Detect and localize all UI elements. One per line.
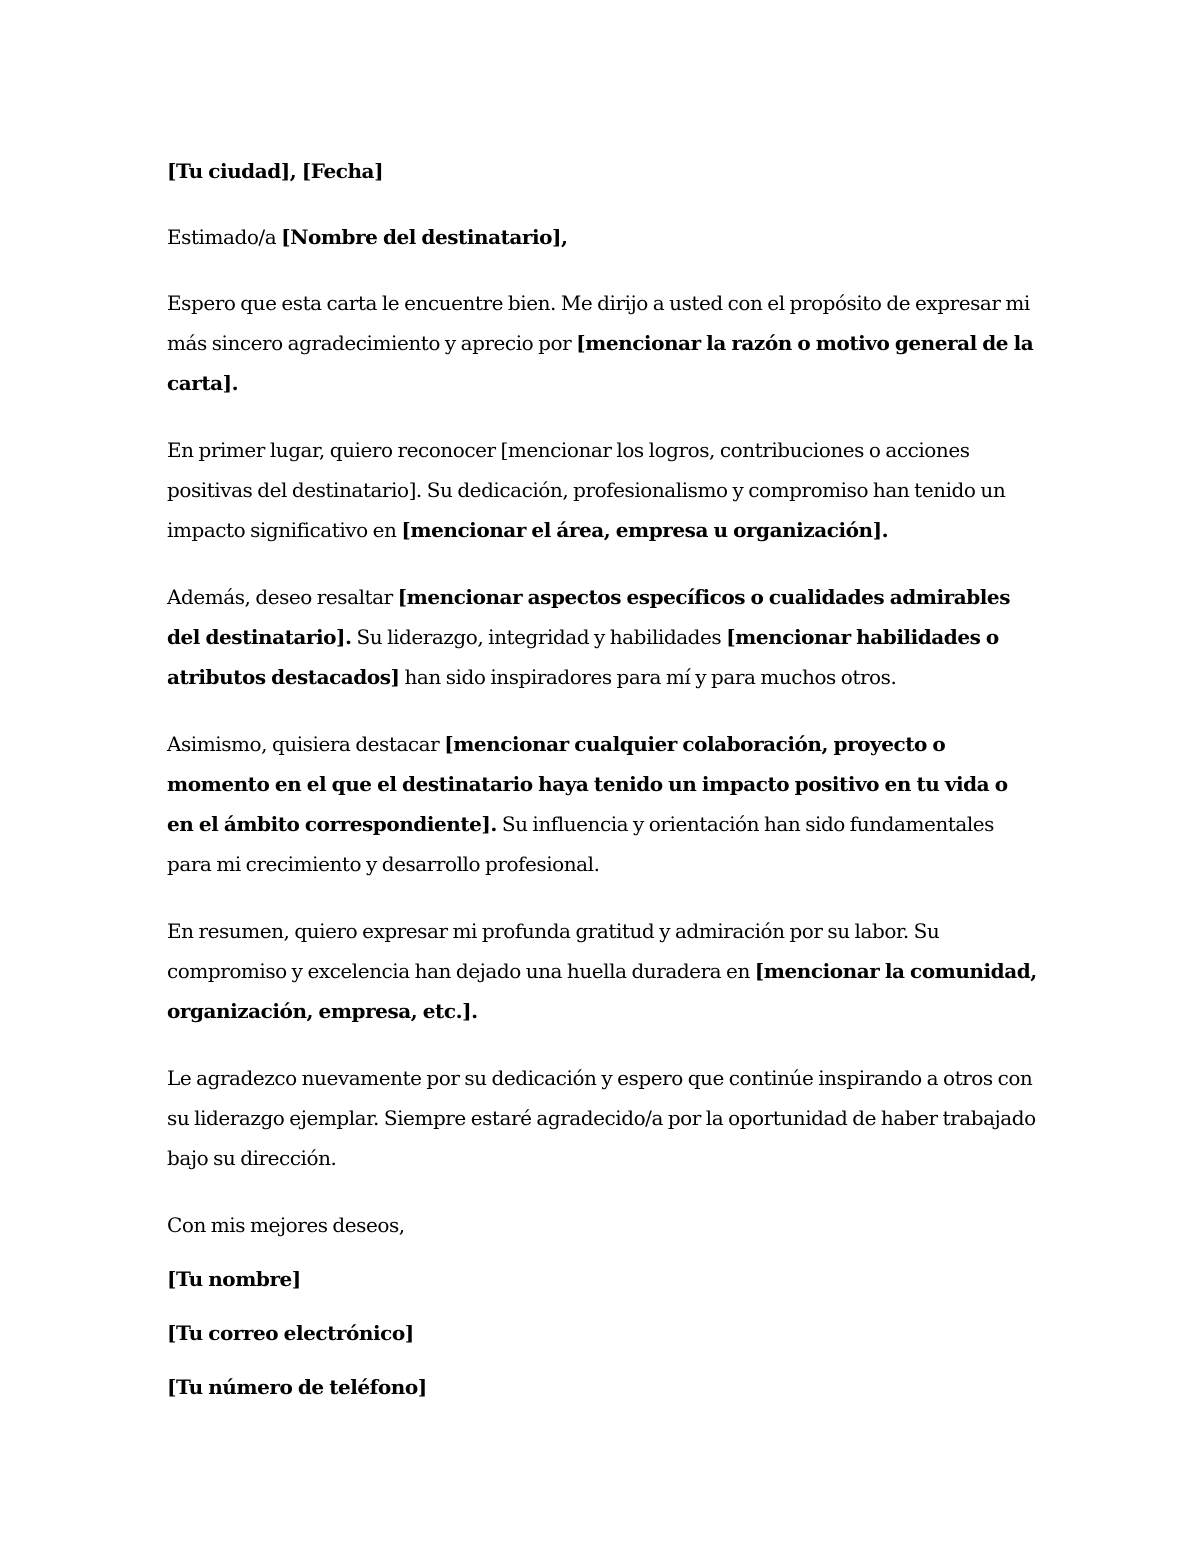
paragraph-4-placeholder: [mencionar cualquier colaboración, proyecto o momento en el que el destinatario haya tenido un impacto positivo en tu vida o en el ámbito correspondiente]. — [167, 732, 1008, 836]
closing-line: Con mis mejores deseos, — [167, 1213, 405, 1237]
signature-email: [Tu correo electrónico] — [167, 1321, 414, 1345]
paragraph-3-placeholder-a: [mencionar aspectos específicos o cualidades admirables del destinatario]. — [167, 585, 1010, 649]
greeting-line — [167, 217, 1037, 257]
greeting-prefix: Estimado/a — [167, 225, 282, 249]
paragraph-3-text-b: Su liderazgo, integridad y habilidades — [351, 625, 727, 649]
paragraph-1-text: Espero que esta carta le encuentre bien. Me dirijo a usted con el propósito de expresar mi más sincero agradecimiento y aprecio por — [167, 291, 1030, 355]
paragraph-4-text-b: Su influencia y orientación han sido fundamentales para mi crecimiento y desarrollo profesional. — [167, 812, 994, 876]
paragraph-5-placeholder: [mencionar la comunidad, organización, empresa, etc.]. — [167, 959, 1037, 1023]
paragraph-2-placeholder: [mencionar el área, empresa u organización]. — [401, 518, 889, 542]
paragraph-6-text: Le agradezco nuevamente por su dedicación y espero que continúe inspirando a otros con su liderazgo ejemplar. Siempre estaré agradecido/a por la oportunidad de haber trabajado bajo su dirección. — [167, 1066, 1036, 1170]
paragraph-1 — [167, 283, 1037, 403]
recipient-name: [Nombre del destinatario], — [281, 225, 568, 249]
paragraph-5-text: En resumen, quiero expresar mi profunda gratitud y admiración por su labor. Su compromiso y excelencia han dejado una huella duradera en — [167, 919, 940, 983]
paragraph-6 — [167, 1058, 1037, 1178]
paragraph-3 — [167, 577, 1037, 697]
letter-body — [167, 151, 1037, 1421]
paragraph-3-text-c: han sido inspiradores para mí y para muchos otros. — [399, 665, 897, 689]
paragraph-3-placeholder-b: [mencionar habilidades o atributos destacados] — [167, 625, 999, 689]
paragraph-2 — [167, 430, 1037, 550]
city-date-line: [Tu ciudad], [Fecha] — [167, 159, 384, 183]
paragraph-3-text-a: Además, deseo resaltar — [167, 585, 398, 609]
paragraph-4-text-a: Asimismo, quisiera destacar — [167, 732, 445, 756]
paragraph-2-text: En primer lugar, quiero reconocer [mencionar los logros, contribuciones o acciones positivas del destinatario]. Su dedicación, profesionalismo y compromiso han tenido un impacto significativo en — [167, 438, 1006, 542]
signature-phone: [Tu número de teléfono] — [167, 1375, 427, 1399]
signature-name: [Tu nombre] — [167, 1267, 301, 1291]
paragraph-4 — [167, 724, 1037, 884]
paragraph-1-placeholder: [mencionar la razón o motivo general de la carta]. — [167, 331, 1034, 395]
paragraph-5 — [167, 911, 1037, 1031]
